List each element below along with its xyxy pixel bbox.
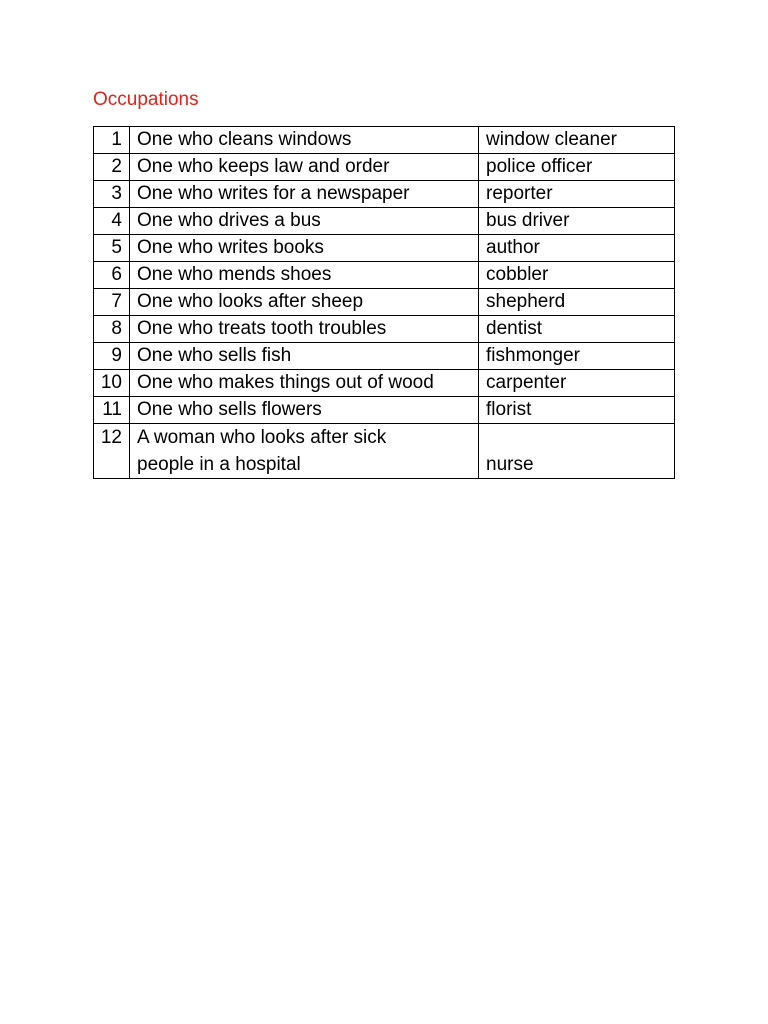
table-row	[94, 289, 675, 316]
row-description-line: A woman who looks after sick	[137, 427, 387, 448]
row-answer: florist	[479, 397, 675, 424]
table-row	[94, 181, 675, 208]
table-row	[94, 127, 675, 154]
row-number: 2	[94, 154, 130, 181]
row-number: 7	[94, 289, 130, 316]
row-description: One who mends shoes	[130, 262, 479, 289]
table-row	[94, 343, 675, 370]
row-number: 10	[94, 370, 130, 397]
row-number: 5	[94, 235, 130, 262]
row-number: 8	[94, 316, 130, 343]
row-number: 11	[94, 397, 130, 424]
row-number: 6	[94, 262, 130, 289]
row-description-line: people in a hospital	[137, 454, 301, 475]
row-description: One who keeps law and order	[130, 154, 479, 181]
table-row	[94, 262, 675, 289]
row-answer: window cleaner	[479, 127, 675, 154]
row-answer: bus driver	[479, 208, 675, 235]
row-answer: cobbler	[479, 262, 675, 289]
row-description: One who makes things out of wood	[130, 370, 479, 397]
row-number: 12	[94, 424, 130, 479]
row-answer: shepherd	[479, 289, 675, 316]
row-answer: reporter	[479, 181, 675, 208]
table-row	[94, 397, 675, 424]
row-description: One who treats tooth troubles	[130, 316, 479, 343]
row-answer: dentist	[479, 316, 675, 343]
row-description: One who sells flowers	[130, 397, 479, 424]
table-row	[94, 235, 675, 262]
table-row	[94, 370, 675, 397]
table-row	[94, 316, 675, 343]
page-title: Occupations	[93, 89, 199, 110]
row-answer: author	[479, 235, 675, 262]
row-answer: carpenter	[479, 370, 675, 397]
row-number: 1	[94, 127, 130, 154]
row-number: 9	[94, 343, 130, 370]
row-description: One who sells fish	[130, 343, 479, 370]
row-answer: fishmonger	[479, 343, 675, 370]
row-answer: police officer	[479, 154, 675, 181]
row-description: One who drives a bus	[130, 208, 479, 235]
row-description: One who writes books	[130, 235, 479, 262]
table-row	[94, 424, 675, 479]
table-row	[94, 154, 675, 181]
row-description	[130, 424, 479, 479]
row-description: One who writes for a newspaper	[130, 181, 479, 208]
row-number: 3	[94, 181, 130, 208]
occupations-table	[93, 126, 675, 479]
row-answer: nurse	[479, 424, 675, 479]
row-description: One who cleans windows	[130, 127, 479, 154]
table-row	[94, 208, 675, 235]
row-description: One who looks after sheep	[130, 289, 479, 316]
row-number: 4	[94, 208, 130, 235]
